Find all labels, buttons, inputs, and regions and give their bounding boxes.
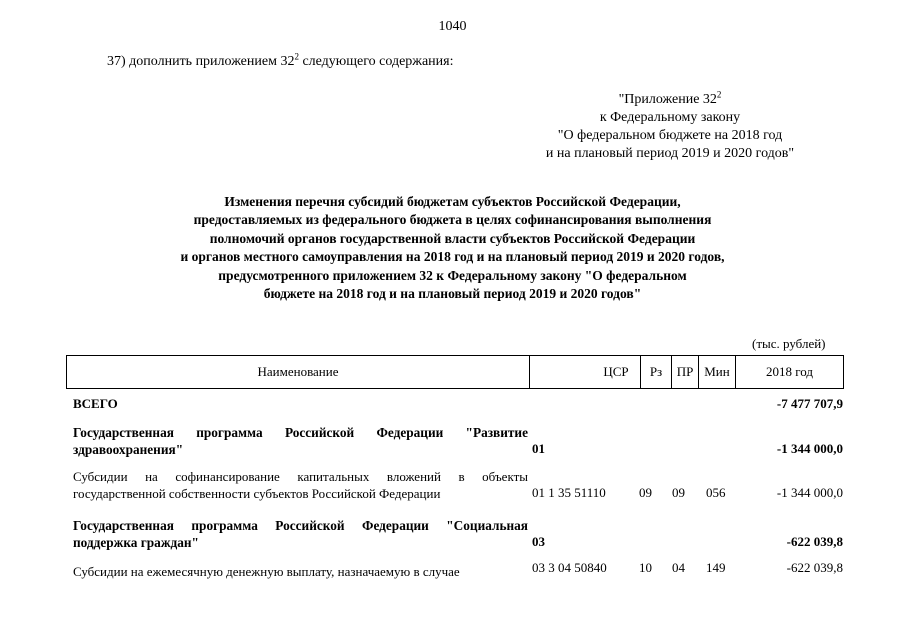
header-rz: Рз (649, 364, 663, 379)
header-pr: ПР (676, 364, 694, 379)
row-csr: 01 (532, 441, 545, 456)
row-name: ВСЕГО (73, 396, 118, 411)
title-line: бюджете на 2018 год и на плановый период 2019 и 2020 годов" (263, 286, 642, 302)
row-name: Субсидии на софинансирование капитальных вложений в объекты государственной собственности субъектов Российской Федерации (73, 469, 528, 501)
row-csr: 03 (532, 534, 545, 549)
annex-line-1: "Приложение $32^2$ (618, 89, 722, 107)
header-year: 2018 год (766, 364, 813, 379)
row-min: 056 (706, 485, 726, 500)
annex-superscript: 2 (716, 89, 722, 100)
row-rz: 09 (639, 485, 652, 500)
header-name: Наименование (257, 364, 339, 379)
row-value: -622 039,8 (786, 560, 843, 575)
intro-text-before: 37) дополнить приложением 32 (107, 54, 295, 69)
row-pr: 04 (672, 560, 685, 575)
row-csr: 01 1 35 51110 (532, 485, 606, 500)
row-name: Субсидии на ежемесячную денежную выплату, назначаемую в случае (73, 564, 460, 579)
row-pr: 09 (672, 485, 685, 500)
header-csr: ЦСР (603, 364, 629, 379)
row-value: -622 039,8 (786, 534, 843, 549)
annex-line-2: к Федеральному закону (599, 110, 741, 125)
title-line: полномочий органов государственной власти субъектов Российской Федерации (209, 230, 696, 246)
row-value: -7 477 707,9 (776, 396, 843, 411)
row-csr: 03 3 04 50840 (532, 560, 607, 575)
row-name: Государственная программа Российской Федерации "Социальная поддержка граждан" (73, 518, 528, 550)
header-min: Мин (704, 364, 730, 379)
page-number: 1040 (438, 19, 467, 34)
title-line: Изменения перечня субсидий бюджетам субъектов Российской Федерации, (224, 194, 681, 209)
units-label: (тыс. рублей) (752, 336, 826, 351)
title-line: предоставляемых из федерального бюджета в целях софинансирования выполнения (193, 212, 712, 228)
row-value: -1 344 000,0 (776, 485, 843, 500)
title-line: предусмотренного приложением 32 к Федеральному закону "О федеральном (218, 267, 687, 283)
annex-heading (520, 91, 820, 163)
title-line: и органов местного самоуправления на 2018 год и на плановый период 2019 и 2020 годов, (180, 249, 725, 265)
annex-line-4: и на плановый период 2019 и 2020 годов" (545, 146, 795, 161)
intro-paragraph (107, 51, 454, 70)
row-rz: 10 (639, 560, 652, 575)
row-name: Государственная программа Российской Федерации "Развитие здравоохранения" (73, 425, 528, 457)
table-header (66, 355, 844, 389)
document-title (100, 193, 805, 303)
row-min: 149 (706, 560, 726, 575)
intro-superscript: 2 (294, 51, 299, 62)
annex-line-3: "О федеральном бюджете на 2018 год (557, 128, 783, 143)
row-value: -1 344 000,0 (776, 441, 843, 456)
intro-text-after: следующего содержания: (298, 54, 454, 69)
